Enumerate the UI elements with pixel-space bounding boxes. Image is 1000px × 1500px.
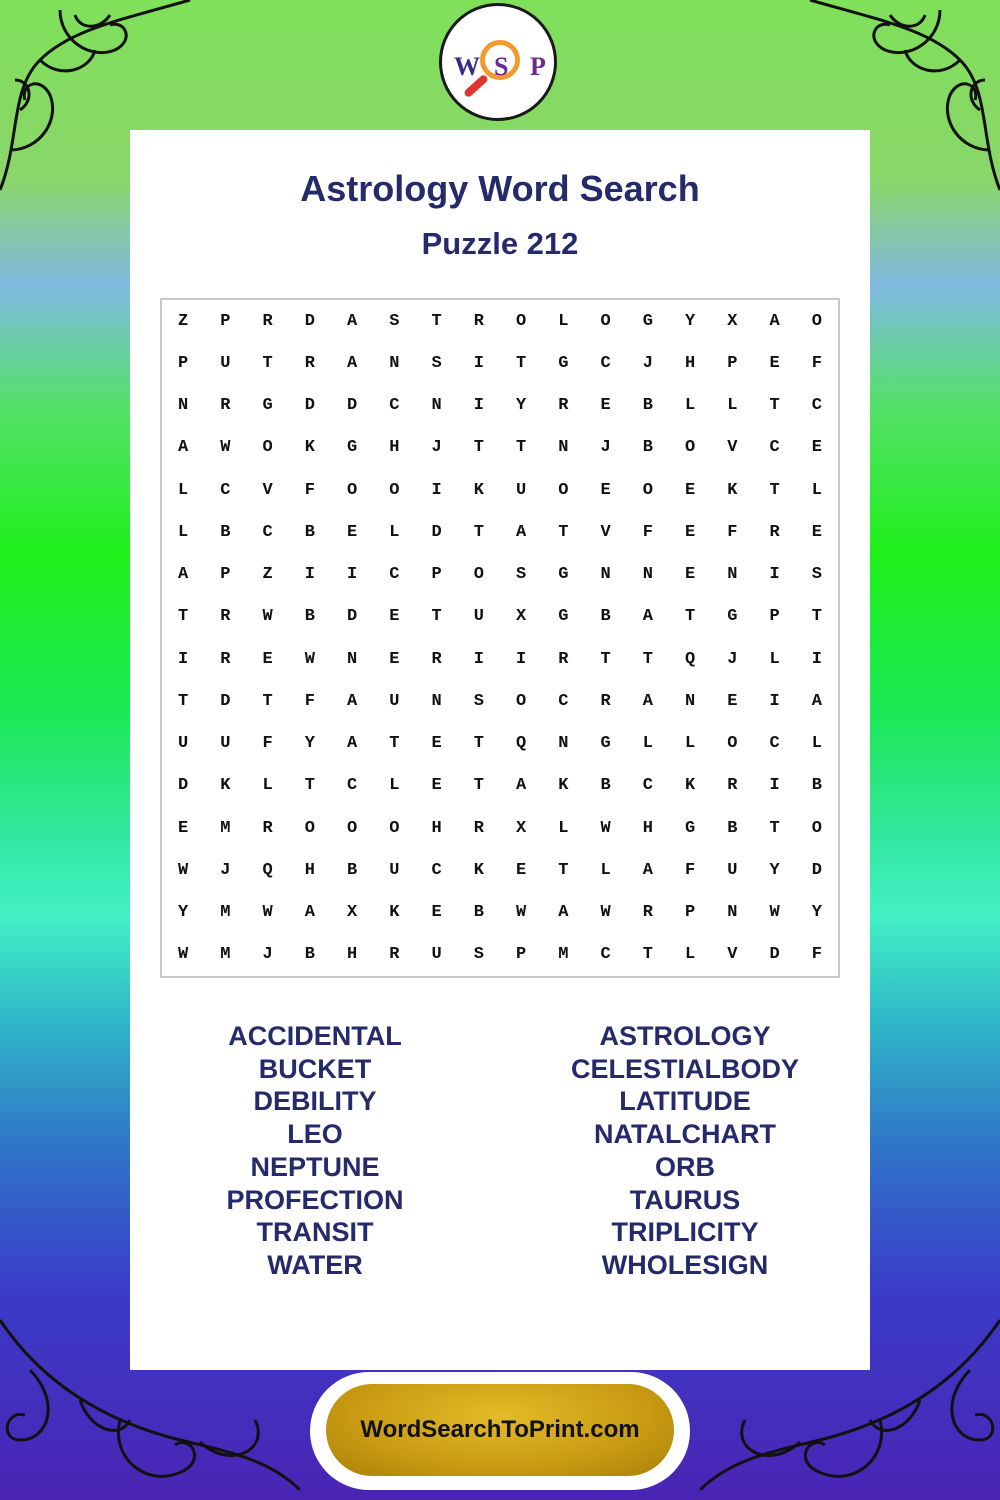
grid-cell[interactable]: A: [811, 691, 822, 711]
grid-cell[interactable]: S: [473, 945, 484, 965]
grid-cell[interactable]: I: [769, 565, 780, 585]
grid-cell[interactable]: A: [516, 522, 527, 542]
grid-cell[interactable]: T: [516, 353, 527, 373]
grid-cell[interactable]: E: [600, 480, 611, 500]
grid-cell[interactable]: T: [262, 691, 273, 711]
grid-cell[interactable]: L: [642, 734, 653, 754]
grid-cell[interactable]: A: [178, 438, 189, 458]
word-item: TRIPLICITY: [611, 1217, 759, 1248]
grid-cell[interactable]: N: [642, 565, 653, 585]
grid-cell[interactable]: F: [304, 480, 315, 500]
grid-cell[interactable]: S: [431, 353, 442, 373]
grid-cell[interactable]: B: [304, 607, 315, 627]
grid-cell[interactable]: V: [727, 438, 738, 458]
grid-cell[interactable]: A: [347, 353, 358, 373]
grid-cell[interactable]: O: [262, 438, 273, 458]
grid-cell[interactable]: T: [642, 649, 653, 669]
grid-cell[interactable]: T: [431, 607, 442, 627]
grid-cell[interactable]: H: [304, 860, 315, 880]
grid-cell[interactable]: D: [431, 522, 442, 542]
grid-cell[interactable]: K: [220, 776, 231, 796]
grid-cell[interactable]: W: [304, 649, 315, 669]
grid-cell[interactable]: C: [811, 396, 822, 416]
grid-cell[interactable]: L: [389, 776, 400, 796]
logo-letter-s: S: [494, 52, 509, 81]
grid-cell[interactable]: N: [431, 396, 442, 416]
grid-cell[interactable]: T: [473, 734, 484, 754]
grid-cell[interactable]: T: [685, 607, 696, 627]
grid-cell[interactable]: N: [727, 903, 738, 923]
grid-cell[interactable]: K: [473, 860, 484, 880]
grid-cell[interactable]: B: [304, 522, 315, 542]
grid-cell[interactable]: S: [389, 311, 400, 331]
grid-cell[interactable]: C: [389, 565, 400, 585]
grid-cell[interactable]: X: [516, 607, 527, 627]
grid-cell[interactable]: E: [811, 438, 822, 458]
grid-cell[interactable]: O: [389, 480, 400, 500]
word-item: WHOLESIGN: [601, 1249, 769, 1280]
grid-cell[interactable]: I: [473, 353, 484, 373]
grid-cell[interactable]: T: [642, 945, 653, 965]
grid-cell[interactable]: J: [220, 860, 231, 880]
grid-cell[interactable]: O: [516, 311, 527, 331]
grid-cell[interactable]: L: [727, 396, 738, 416]
grid-cell[interactable]: U: [727, 860, 738, 880]
word-item: LATITUDE: [619, 1086, 751, 1117]
grid-cell[interactable]: V: [262, 480, 273, 500]
grid-cell[interactable]: T: [558, 860, 569, 880]
grid-cell[interactable]: U: [178, 734, 189, 754]
grid-cell[interactable]: E: [262, 649, 273, 669]
grid-cell[interactable]: E: [389, 649, 400, 669]
grid-cell[interactable]: D: [347, 396, 358, 416]
grid-cell[interactable]: C: [347, 776, 358, 796]
grid-cell[interactable]: D: [304, 311, 315, 331]
grid-cell[interactable]: Y: [178, 903, 189, 923]
grid-cell[interactable]: R: [389, 945, 400, 965]
grid-cell[interactable]: R: [473, 818, 484, 838]
puzzle-number: Puzzle 212: [421, 226, 579, 261]
grid-cell[interactable]: N: [178, 396, 189, 416]
grid-cell[interactable]: O: [347, 480, 358, 500]
grid-cell[interactable]: O: [516, 691, 527, 711]
grid-cell[interactable]: L: [811, 734, 822, 754]
grid-cell[interactable]: R: [220, 649, 231, 669]
grid-cell[interactable]: B: [727, 818, 738, 838]
grid-cell[interactable]: H: [642, 818, 653, 838]
grid-cell[interactable]: E: [516, 860, 527, 880]
grid-cell[interactable]: B: [642, 396, 653, 416]
grid-cell[interactable]: B: [811, 776, 822, 796]
grid-cell[interactable]: B: [347, 860, 358, 880]
grid-cell[interactable]: W: [516, 903, 527, 923]
grid-cell[interactable]: M: [220, 818, 231, 838]
grid-cell[interactable]: O: [558, 480, 569, 500]
grid-cell[interactable]: T: [304, 776, 315, 796]
grid-cell[interactable]: R: [220, 396, 231, 416]
grid-cell[interactable]: Y: [516, 396, 527, 416]
grid-cell[interactable]: R: [304, 353, 315, 373]
word-item: LEO: [287, 1119, 343, 1150]
grid-cell[interactable]: U: [389, 691, 400, 711]
grid-cell[interactable]: P: [431, 565, 442, 585]
word-item: DEBILITY: [253, 1086, 377, 1117]
grid-cell[interactable]: C: [600, 353, 611, 373]
grid-cell[interactable]: F: [304, 691, 315, 711]
grid-cell[interactable]: W: [600, 903, 611, 923]
grid-cell[interactable]: X: [727, 311, 738, 331]
grid-cell[interactable]: W: [769, 903, 780, 923]
grid-cell[interactable]: C: [769, 438, 780, 458]
grid-cell[interactable]: O: [811, 311, 822, 331]
grid-cell[interactable]: L: [558, 311, 569, 331]
grid-cell[interactable]: U: [473, 607, 484, 627]
grid-cell[interactable]: A: [516, 776, 527, 796]
grid-cell[interactable]: L: [685, 396, 696, 416]
grid-cell[interactable]: O: [642, 480, 653, 500]
grid-cell[interactable]: E: [685, 480, 696, 500]
grid-cell[interactable]: C: [220, 480, 231, 500]
grid-cell[interactable]: W: [600, 818, 611, 838]
grid-cell[interactable]: T: [473, 522, 484, 542]
grid-cell[interactable]: Y: [811, 903, 822, 923]
grid-cell[interactable]: K: [685, 776, 696, 796]
grid-cell[interactable]: J: [642, 353, 653, 373]
grid-cell[interactable]: P: [769, 607, 780, 627]
grid-cell[interactable]: B: [473, 903, 484, 923]
grid-cell[interactable]: N: [685, 691, 696, 711]
grid-cell[interactable]: T: [473, 438, 484, 458]
grid-cell[interactable]: S: [473, 691, 484, 711]
grid-cell[interactable]: L: [389, 522, 400, 542]
grid-cell[interactable]: I: [769, 691, 780, 711]
grid-cell[interactable]: R: [558, 649, 569, 669]
grid-cell[interactable]: C: [558, 691, 569, 711]
grid-cell[interactable]: H: [389, 438, 400, 458]
grid-cell[interactable]: K: [727, 480, 738, 500]
grid-cell[interactable]: B: [600, 776, 611, 796]
grid-cell[interactable]: Q: [262, 860, 273, 880]
word-item: ASTROLOGY: [599, 1021, 771, 1051]
grid-cell[interactable]: S: [516, 565, 527, 585]
grid-cell[interactable]: A: [347, 734, 358, 754]
grid-cell[interactable]: C: [431, 860, 442, 880]
grid-cell[interactable]: A: [347, 691, 358, 711]
grid-cell[interactable]: T: [178, 607, 189, 627]
grid-cell[interactable]: W: [262, 607, 273, 627]
grid-cell[interactable]: V: [600, 522, 611, 542]
grid-cell[interactable]: X: [516, 818, 527, 838]
grid-cell[interactable]: R: [220, 607, 231, 627]
grid-cell[interactable]: O: [727, 734, 738, 754]
grid-cell[interactable]: T: [473, 776, 484, 796]
grid-cell[interactable]: P: [220, 311, 231, 331]
grid-cell[interactable]: F: [685, 860, 696, 880]
grid-cell[interactable]: J: [600, 438, 611, 458]
grid-cell[interactable]: A: [642, 607, 653, 627]
grid-cell[interactable]: G: [727, 607, 738, 627]
grid-cell[interactable]: J: [431, 438, 442, 458]
grid-cell[interactable]: R: [262, 311, 273, 331]
grid-cell[interactable]: O: [811, 818, 822, 838]
grid-cell[interactable]: A: [642, 860, 653, 880]
grid-cell[interactable]: B: [600, 607, 611, 627]
grid-cell[interactable]: I: [473, 396, 484, 416]
grid-cell[interactable]: C: [600, 945, 611, 965]
grid-cell[interactable]: T: [558, 522, 569, 542]
word-item: NEPTUNE: [250, 1151, 380, 1182]
grid-cell[interactable]: H: [347, 945, 358, 965]
grid-cell[interactable]: U: [220, 734, 231, 754]
grid-cell[interactable]: G: [558, 607, 569, 627]
grid-cell[interactable]: A: [178, 565, 189, 585]
word-item: NATALCHART: [594, 1119, 776, 1150]
word-list-left: [130, 1020, 500, 1282]
grid-cell[interactable]: N: [431, 691, 442, 711]
grid-cell[interactable]: U: [220, 353, 231, 373]
grid-cell[interactable]: O: [347, 818, 358, 838]
grid-cell[interactable]: E: [431, 903, 442, 923]
grid-cell[interactable]: Y: [685, 311, 696, 331]
grid-cell[interactable]: L: [685, 945, 696, 965]
word-item: ORB: [655, 1151, 715, 1182]
grid-cell[interactable]: G: [558, 353, 569, 373]
grid-cell[interactable]: R: [769, 522, 780, 542]
grid-cell[interactable]: D: [178, 776, 189, 796]
grid-cell[interactable]: L: [558, 818, 569, 838]
grid-cell[interactable]: N: [727, 565, 738, 585]
grid-cell[interactable]: A: [304, 903, 315, 923]
grid-cell[interactable]: K: [304, 438, 315, 458]
grid-cell[interactable]: I: [178, 649, 189, 669]
grid-cell[interactable]: P: [516, 945, 527, 965]
grid-cell[interactable]: D: [811, 860, 822, 880]
grid-cell[interactable]: C: [389, 396, 400, 416]
grid-cell[interactable]: T: [516, 438, 527, 458]
grid-cell[interactable]: L: [178, 522, 189, 542]
grid-cell[interactable]: E: [727, 691, 738, 711]
grid-cell[interactable]: N: [600, 565, 611, 585]
grid-cell[interactable]: P: [178, 353, 189, 373]
grid-cell[interactable]: W: [178, 860, 189, 880]
grid-cell[interactable]: I: [347, 565, 358, 585]
grid-cell[interactable]: T: [262, 353, 273, 373]
grid-cell[interactable]: C: [262, 522, 273, 542]
grid-cell[interactable]: T: [431, 311, 442, 331]
word-item: CELESTIALBODY: [570, 1053, 799, 1084]
word-item: PROFECTION: [226, 1184, 404, 1215]
grid-cell[interactable]: S: [811, 565, 822, 585]
grid-cell[interactable]: R: [558, 396, 569, 416]
grid-cell[interactable]: Y: [769, 860, 780, 880]
grid-cell[interactable]: M: [220, 903, 231, 923]
grid-cell[interactable]: O: [304, 818, 315, 838]
grid-cell[interactable]: G: [262, 396, 273, 416]
word-item: WATER: [267, 1249, 363, 1280]
grid-cell[interactable]: P: [685, 903, 696, 923]
grid-cell[interactable]: D: [304, 396, 315, 416]
grid-cell[interactable]: G: [558, 565, 569, 585]
grid-cell[interactable]: N: [558, 438, 569, 458]
grid-cell[interactable]: D: [347, 607, 358, 627]
grid-cell[interactable]: A: [769, 311, 780, 331]
site-link[interactable]: WordSearchToPrint.com: [326, 1384, 674, 1476]
grid-cell[interactable]: F: [727, 522, 738, 542]
grid-cell[interactable]: U: [516, 480, 527, 500]
grid-cell[interactable]: W: [262, 903, 273, 923]
site-banner[interactable]: [310, 1372, 690, 1490]
grid-cell[interactable]: T: [811, 607, 822, 627]
word-item: ACCIDENTAL: [228, 1021, 402, 1051]
grid-cell[interactable]: E: [347, 522, 358, 542]
grid-cell[interactable]: N: [347, 649, 358, 669]
grid-cell[interactable]: F: [642, 522, 653, 542]
grid-cell[interactable]: Z: [178, 311, 189, 331]
grid-cell[interactable]: F: [811, 353, 822, 373]
grid-cell[interactable]: I: [473, 649, 484, 669]
grid-cell[interactable]: R: [431, 649, 442, 669]
grid-cell[interactable]: B: [220, 522, 231, 542]
word-item: TRANSIT: [256, 1217, 374, 1248]
grid-cell[interactable]: R: [262, 818, 273, 838]
grid-cell[interactable]: P: [220, 565, 231, 585]
grid-cell[interactable]: E: [685, 522, 696, 542]
grid-cell[interactable]: L: [178, 480, 189, 500]
logo-letter-p: P: [530, 52, 546, 81]
grid-cell[interactable]: T: [769, 818, 780, 838]
grid-cell[interactable]: G: [685, 818, 696, 838]
grid-cell[interactable]: O: [685, 438, 696, 458]
grid-cell[interactable]: T: [769, 396, 780, 416]
grid-cell[interactable]: F: [811, 945, 822, 965]
grid-cell[interactable]: R: [473, 311, 484, 331]
grid-cell[interactable]: N: [558, 734, 569, 754]
puzzle-card: [130, 130, 870, 1370]
grid-cell[interactable]: M: [558, 945, 569, 965]
letter-grid: [160, 298, 840, 978]
grid-cell[interactable]: O: [389, 818, 400, 838]
grid-cell[interactable]: R: [600, 691, 611, 711]
logo-letter-w: W: [454, 52, 480, 81]
grid-cell[interactable]: L: [600, 860, 611, 880]
grid-cell[interactable]: X: [347, 903, 358, 923]
grid-cell[interactable]: W: [220, 438, 231, 458]
grid-cell[interactable]: N: [389, 353, 400, 373]
grid-cell[interactable]: B: [304, 945, 315, 965]
grid-cell[interactable]: M: [220, 945, 231, 965]
grid-cell[interactable]: E: [178, 818, 189, 838]
grid-cell[interactable]: V: [727, 945, 738, 965]
grid-cell[interactable]: G: [600, 734, 611, 754]
grid-cell[interactable]: G: [347, 438, 358, 458]
grid-cell[interactable]: P: [727, 353, 738, 373]
grid-cell[interactable]: C: [769, 734, 780, 754]
grid-cell[interactable]: O: [600, 311, 611, 331]
grid-cell[interactable]: C: [642, 776, 653, 796]
grid-cell[interactable]: I: [431, 480, 442, 500]
grid-cell[interactable]: T: [600, 649, 611, 669]
grid-cell[interactable]: E: [769, 353, 780, 373]
grid-cell[interactable]: L: [685, 734, 696, 754]
grid-cell[interactable]: L: [262, 776, 273, 796]
grid-cell[interactable]: I: [769, 776, 780, 796]
grid-cell[interactable]: G: [642, 311, 653, 331]
grid-cell[interactable]: I: [811, 649, 822, 669]
grid-cell[interactable]: I: [304, 565, 315, 585]
logo[interactable]: [439, 3, 557, 121]
grid-cell[interactable]: Q: [516, 734, 527, 754]
grid-cell[interactable]: H: [431, 818, 442, 838]
page-title: Astrology Word Search: [300, 168, 700, 209]
grid-cell[interactable]: A: [347, 311, 358, 331]
grid-cell[interactable]: A: [558, 903, 569, 923]
grid-cell[interactable]: D: [220, 691, 231, 711]
grid-cell[interactable]: D: [769, 945, 780, 965]
grid-cell[interactable]: J: [262, 945, 273, 965]
grid-cell[interactable]: Z: [262, 565, 273, 585]
grid-cell[interactable]: E: [811, 522, 822, 542]
grid-cell[interactable]: K: [473, 480, 484, 500]
word-item: TAURUS: [629, 1184, 741, 1215]
grid-cell[interactable]: L: [811, 480, 822, 500]
word-list-right: [500, 1020, 870, 1282]
grid-cell[interactable]: U: [431, 945, 442, 965]
grid-cell[interactable]: Y: [304, 734, 315, 754]
grid-cell[interactable]: E: [431, 776, 442, 796]
grid-cell[interactable]: B: [642, 438, 653, 458]
grid-cell[interactable]: T: [389, 734, 400, 754]
grid-cell[interactable]: W: [178, 945, 189, 965]
grid-cell[interactable]: E: [685, 565, 696, 585]
grid-cell[interactable]: K: [389, 903, 400, 923]
grid-cell[interactable]: R: [727, 776, 738, 796]
grid-cell[interactable]: R: [642, 903, 653, 923]
grid-cell[interactable]: H: [685, 353, 696, 373]
grid-cell[interactable]: U: [389, 860, 400, 880]
grid-cell[interactable]: F: [262, 734, 273, 754]
grid-cell[interactable]: A: [642, 691, 653, 711]
grid-cell[interactable]: O: [473, 565, 484, 585]
grid-cell[interactable]: E: [600, 396, 611, 416]
word-item: BUCKET: [258, 1053, 372, 1084]
grid-cell[interactable]: E: [389, 607, 400, 627]
grid-cell[interactable]: T: [769, 480, 780, 500]
grid-cell[interactable]: I: [516, 649, 527, 669]
grid-cell[interactable]: J: [727, 649, 738, 669]
grid-cell[interactable]: T: [178, 691, 189, 711]
grid-cell[interactable]: Q: [685, 649, 696, 669]
grid-cell[interactable]: E: [431, 734, 442, 754]
grid-cell[interactable]: L: [769, 649, 780, 669]
grid-cell[interactable]: K: [558, 776, 569, 796]
